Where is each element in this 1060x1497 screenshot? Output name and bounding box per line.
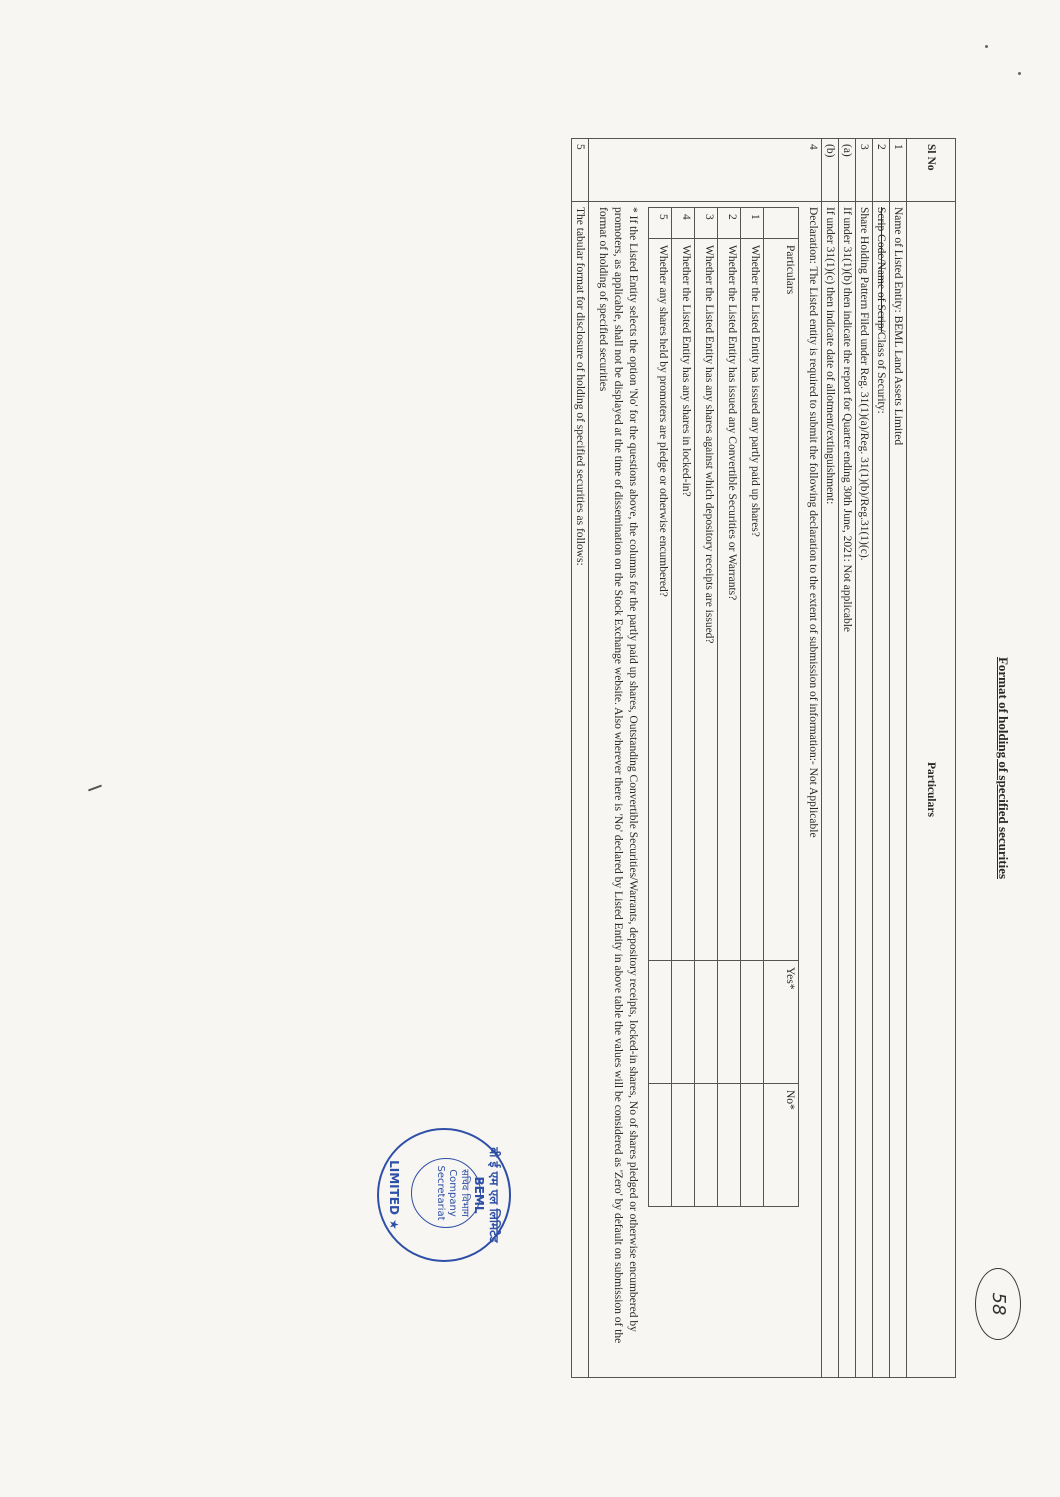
row-sl: 5 [572,139,589,202]
declaration-no-cell [718,1084,741,1207]
declaration-header-blank [764,208,799,239]
seal-bottom-text: LIMITED ★ [387,1160,401,1230]
row-sl: 2 [873,139,890,202]
table-row [589,139,822,1378]
col-particulars-header: Particulars [907,202,956,1378]
declaration-row [741,208,764,1207]
declaration-yes-cell [695,961,718,1084]
seal-inner-ring [411,1158,481,1228]
declaration-no-cell [649,1084,672,1207]
seal-center-line2: Secretariat [435,1165,446,1221]
declaration-header-particulars: Particulars [764,239,799,961]
declaration-num: 4 [672,208,695,239]
declaration-table [648,207,799,1207]
declaration-question: Whether any shares held by promoters are pledge or otherwise encumbered? [649,239,672,961]
table-row [856,139,873,1378]
declaration-yes-cell [672,961,695,1084]
table-header-row [907,139,956,1378]
declaration-header-yes: Yes* [764,961,799,1084]
declaration-num: 1 [741,208,764,239]
declaration-no-cell [695,1084,718,1207]
declaration-row [649,208,672,1207]
row-text: Share Holding Pattern Filed under Reg. 31(1)(a)/Reg. 31(1)(b)/Reg.31(1)(c). [856,202,873,1378]
document-canvas [331,118,1011,1418]
declaration-question: Whether the Listed Entity has any shares in locked-in? [672,239,695,961]
row-text: If under 31(1)(b) then indicate the report for Quarter ending 30th June, 2021: Not applicable [839,202,856,1378]
declaration-row [672,208,695,1207]
table-row [572,139,589,1378]
declaration-cell [589,202,822,1378]
handwritten-page-number: 58 [975,1268,1021,1340]
declaration-row [695,208,718,1207]
declaration-yes-cell [718,961,741,1084]
declaration-footnote: * If the Listed Entity selects the option 'No' for the questions above, the columns for the partly paid up shares, Outstanding Convertible Securities/Warrants, depository receipts, locked-in shares, No of shares pledged or otherwise encumbered by promoters, as applicable, shall not be displayed at the time of dissemination on the Stock Exchange website. Also wherever there is 'No' declared by Listed Entity in above table the values will be considered as 'Zero' by default on submission of the format of holding of specified securities [597,207,639,1344]
table-row [822,139,839,1378]
document-title: Format of holding of specified securities [996,656,1011,880]
declaration-yes-cell [649,961,672,1084]
row-sl: (a) [839,139,856,202]
paper-speck [985,45,988,48]
seal-center-line1: Company [447,1169,458,1217]
company-seal-stamp [377,1128,511,1262]
table-row [839,139,856,1378]
declaration-text: Declaration: The Listed entity is required to submit the following declaration to the extent of submission of information:- Not Applicable [807,207,819,838]
declaration-question: Whether the Listed Entity has issued any partly paid up shares? [741,239,764,961]
declaration-num: 2 [718,208,741,239]
table-row [873,139,890,1378]
struck-text: Scrip Code/Name of Scrip/ [875,207,887,332]
declaration-question: Whether the Listed Entity has any shares against which depository receipts are issued? [695,239,718,961]
declaration-header-no: No* [764,1084,799,1207]
declaration-num: 5 [649,208,672,239]
row-text: The tabular format for disclosure of holding of specified securities as follows: [572,202,589,1378]
declaration-row [718,208,741,1207]
seal-top-text: बी ई एम एल लिमिटेड BEML [472,1147,501,1243]
declaration-no-cell [672,1084,695,1207]
col-sl-header: Sl No [907,139,956,202]
row-text: Name of Listed Entity: BEML Land Assets Limited [890,202,907,1378]
row-sl: 4 [589,139,822,202]
table-row [890,139,907,1378]
declaration-header-row [764,208,799,1207]
declaration-yes-cell [741,961,764,1084]
seal-center-hindi: सचिव विभाग [459,1169,470,1217]
row-sl: 1 [890,139,907,202]
row-text-rest: Class of Security: [875,331,887,414]
declaration-no-cell [741,1084,764,1207]
paper-speck [1018,72,1021,75]
declaration-num: 3 [695,208,718,239]
row-sl: 3 [856,139,873,202]
particulars-table [571,138,956,1378]
row-text: If under 31(1)(c) then indicate date of allotment/extinguishment: [822,202,839,1378]
declaration-question: Whether the Listed Entity has issued any Convertible Securities or Warrants? [718,239,741,961]
row-text [873,202,890,1378]
row-sl: (b) [822,139,839,202]
stray-pen-mark [88,785,102,792]
